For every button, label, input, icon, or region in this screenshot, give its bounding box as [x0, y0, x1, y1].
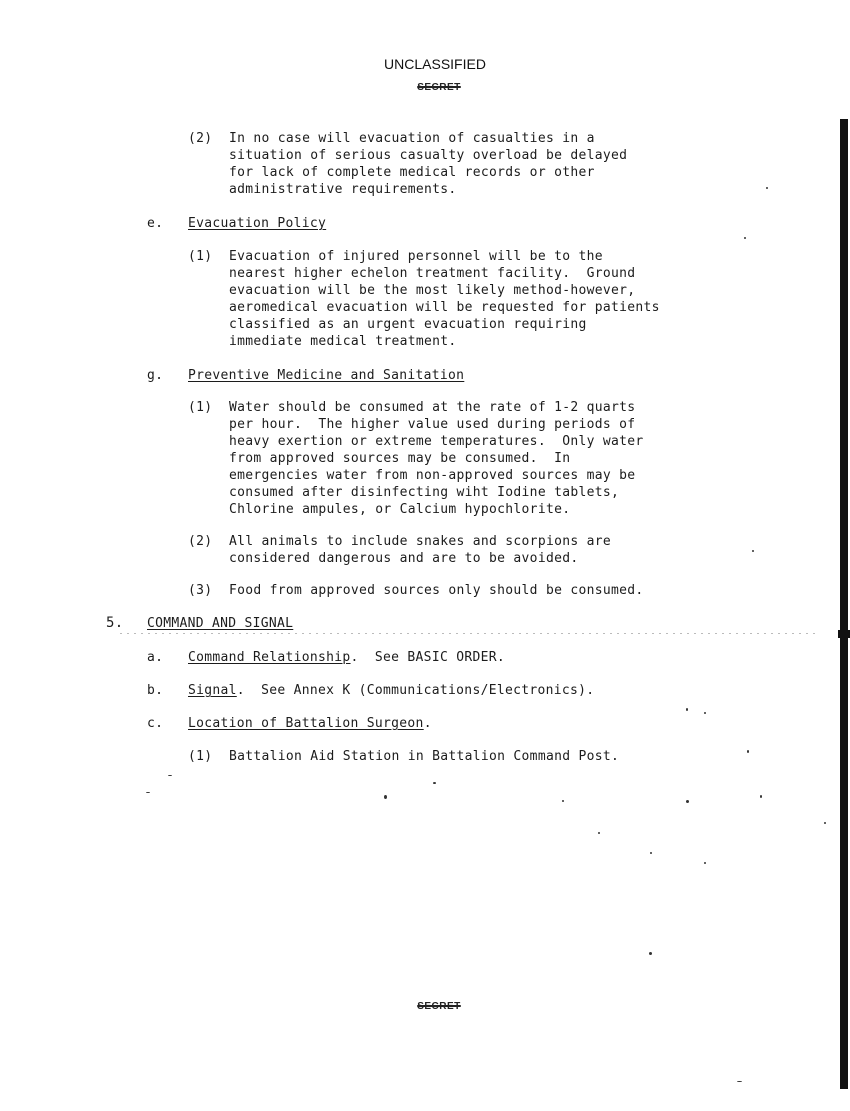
scan-speckle [704, 862, 706, 864]
section-heading: COMMAND AND SIGNAL [147, 616, 294, 631]
paragraph-label: (2) [188, 131, 213, 146]
paragraph-line: Battalion Aid Station in Battalion Command Post. [229, 749, 620, 764]
paragraph-line: from approved sources may be consumed. In [229, 451, 571, 466]
scan-speckle [686, 708, 688, 711]
subsection-heading: Location of Battalion Surgeon [188, 716, 424, 731]
paragraph-line: Water should be consumed at the rate of 1-2 quarts [229, 400, 636, 415]
paragraph-line: aeromedical evacuation will be requested for patients [229, 300, 660, 315]
paragraph-line: administrative requirements. [229, 182, 457, 197]
scan-speckle [766, 187, 768, 189]
subsection-heading: Signal [188, 683, 237, 698]
scan-speckle [598, 832, 600, 834]
paragraph-line: nearest higher echelon treatment facility. Ground [229, 266, 636, 281]
paragraph-line: per hour. The higher value used during periods of [229, 417, 636, 432]
subsection-line [188, 649, 505, 666]
paragraph-line: In no case will evacuation of casualties in a [229, 131, 595, 146]
paragraph-label: (1) [188, 249, 213, 264]
subsection-line [188, 715, 432, 732]
scan-speckle [650, 852, 652, 854]
scan-artifact-line [120, 633, 820, 634]
scan-speckle [168, 775, 172, 776]
paragraph-label: (2) [188, 534, 213, 549]
paragraph-label: (1) [188, 749, 213, 764]
section-number: 5. [106, 615, 124, 631]
subsection-line [188, 682, 594, 699]
section-letter: g. [147, 368, 164, 383]
scan-speckle [686, 800, 689, 803]
paragraph-line: consumed after disinfecting wiht Iodine tablets, [229, 485, 620, 500]
scan-speckle [760, 795, 762, 798]
subsection-text: . [423, 716, 432, 731]
section-letter: b. [147, 683, 164, 698]
scan-speckle [824, 822, 826, 824]
paragraph-line: immediate medical treatment. [229, 334, 457, 349]
scan-edge-bar [840, 119, 848, 1089]
scan-speckle [737, 1081, 742, 1082]
scan-speckle [649, 952, 652, 955]
scan-speckle [433, 782, 436, 784]
scan-speckle [752, 550, 754, 552]
paragraph-line: classified as an urgent evacuation requiring [229, 317, 587, 332]
struck-secret-mark-top: SECRET [417, 82, 461, 93]
scan-edge-notch [838, 630, 850, 638]
section-letter: c. [147, 716, 164, 731]
section-letter: a. [147, 650, 164, 665]
scan-speckle [384, 795, 387, 799]
subsection-text: . See Annex K (Communications/Electronics). [236, 683, 595, 698]
paragraph-line: All animals to include snakes and scorpions are [229, 534, 611, 549]
scan-speckle [744, 237, 746, 239]
scan-speckle [562, 800, 564, 802]
scan-speckle [704, 712, 706, 714]
struck-secret-mark-bottom: SECRET [417, 1001, 461, 1012]
section-heading: Preventive Medicine and Sanitation [188, 368, 465, 383]
paragraph-label: (3) [188, 583, 213, 598]
paragraph-line: situation of serious casualty overload be delayed [229, 148, 628, 163]
paragraph-line: Food from approved sources only should be consumed. [229, 583, 644, 598]
paragraph-line: Chlorine ampules, or Calcium hypochlorite. [229, 502, 571, 517]
section-letter: e. [147, 216, 164, 231]
scan-speckle [146, 792, 150, 793]
paragraph-label: (1) [188, 400, 213, 415]
paragraph-line: considered dangerous and are to be avoided. [229, 551, 579, 566]
classification-banner: UNCLASSIFIED [384, 56, 486, 72]
paragraph-line: for lack of complete medical records or other [229, 165, 595, 180]
paragraph-line: evacuation will be the most likely method-however, [229, 283, 636, 298]
subsection-text: . See BASIC ORDER. [350, 650, 505, 665]
subsection-heading: Command Relationship [188, 650, 351, 665]
paragraph-line: emergencies water from non-approved sources may be [229, 468, 636, 483]
section-heading: Evacuation Policy [188, 216, 327, 231]
paragraph-line: heavy exertion or extreme temperatures. Only water [229, 434, 644, 449]
paragraph-line: Evacuation of injured personnel will be to the [229, 249, 603, 264]
scan-speckle [747, 750, 749, 753]
